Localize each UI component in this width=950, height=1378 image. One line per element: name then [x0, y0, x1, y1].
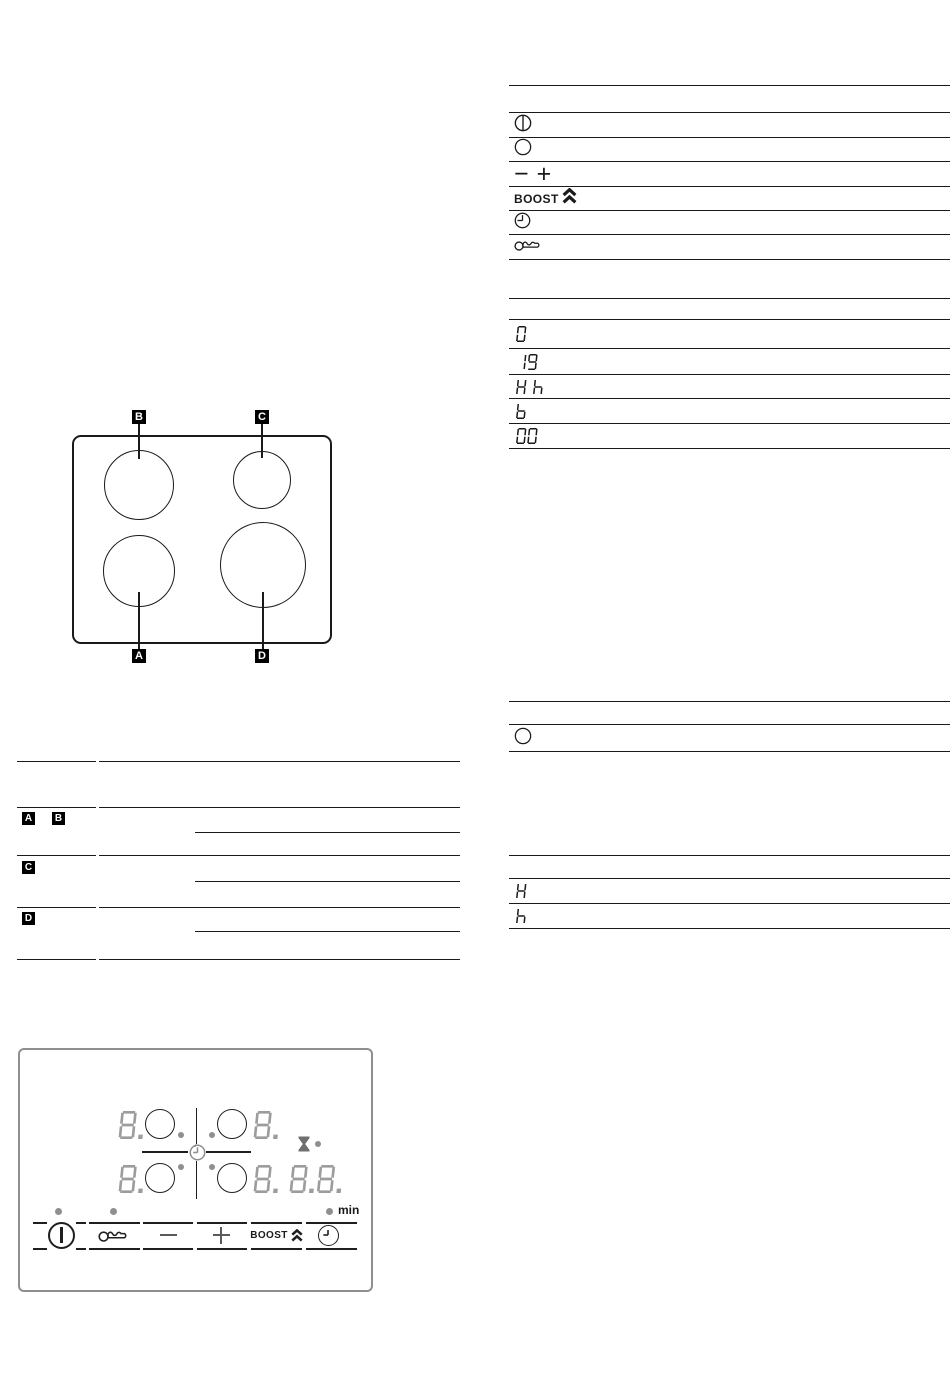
timer-button-clock-icon [321, 1228, 335, 1242]
table-rule [17, 761, 96, 762]
button-rule [306, 1248, 357, 1250]
table-rule [99, 761, 460, 762]
heat-display-table [509, 855, 950, 929]
min-indicator-dot [326, 1208, 333, 1215]
table-rule [17, 907, 96, 908]
display-divider-top [196, 1108, 198, 1144]
zone-label-c: C [255, 410, 269, 424]
zone-display-top-right [250, 1111, 286, 1139]
display-symbols-table [509, 298, 950, 449]
table-row-power [509, 112, 950, 137]
seg-display-00 [514, 428, 541, 444]
display-divider-left [142, 1151, 188, 1153]
seg-display-0 [514, 326, 530, 342]
table-rule [17, 959, 96, 960]
button-rule [251, 1248, 302, 1250]
boost-label: BOOST [514, 191, 559, 206]
select-dot-bottom-left [178, 1164, 184, 1170]
button-rule [33, 1248, 47, 1250]
select-dot-top-right [209, 1132, 215, 1138]
button-rule [251, 1222, 302, 1224]
seg-display-b [514, 403, 530, 419]
seg-display-h [514, 908, 530, 924]
boost-button-label: BOOST [250, 1230, 288, 1241]
button-rule [197, 1222, 247, 1224]
button-rule [306, 1222, 357, 1224]
zone-label-a: A [132, 649, 146, 663]
table-row-boost [509, 186, 950, 210]
table-row-H [509, 878, 950, 903]
button-rule [197, 1248, 247, 1250]
table-row-zone [509, 137, 950, 161]
zone-label-b: B [132, 410, 146, 424]
table-subrule [195, 832, 460, 833]
table-rule [17, 807, 96, 808]
table-row-timer [509, 210, 950, 234]
zone-indicator-top-left [145, 1109, 175, 1139]
table-row-header [509, 298, 950, 319]
timer-clock-icon [188, 1143, 207, 1162]
control-panel-diagram [18, 1048, 373, 1292]
minus-button [160, 1234, 177, 1236]
seg-display-19 [514, 354, 541, 370]
double-chevron-up-icon [291, 1229, 303, 1242]
seg-display-H [514, 883, 530, 899]
display-divider-bottom [196, 1161, 198, 1199]
button-rule [89, 1248, 140, 1250]
table-row-header [509, 85, 950, 112]
table-rule [99, 855, 460, 856]
button-rule [143, 1248, 193, 1250]
table-row-childlock [509, 234, 950, 259]
row-label-c: C [22, 861, 35, 874]
button-rule [143, 1222, 193, 1224]
zone-display-bottom-right [250, 1165, 286, 1193]
table-row-header [509, 701, 950, 724]
button-rule [76, 1222, 86, 1224]
minus-icon: − [514, 159, 529, 188]
table-row-header [509, 855, 950, 878]
zone-indicator-bottom-left [145, 1163, 175, 1193]
controls-symbols-table [509, 85, 950, 260]
table-rule [99, 907, 460, 908]
timer-display [286, 1165, 349, 1193]
table-row-settings [509, 161, 950, 186]
table-row-display-Hh [509, 374, 950, 398]
table-rule [17, 855, 96, 856]
table-row-h [509, 903, 950, 928]
connector-line-d [262, 592, 264, 649]
circle-icon [514, 727, 532, 750]
button-rule [89, 1222, 140, 1224]
row-label-a: A [22, 812, 35, 825]
button-rule [76, 1248, 86, 1250]
button-rule [33, 1222, 47, 1224]
connector-line-c [261, 424, 263, 458]
key-icon [98, 1228, 128, 1243]
hourglass-icon [298, 1136, 310, 1152]
power-icon [60, 1227, 63, 1243]
plus-icon: + [536, 159, 552, 188]
zone-circle-b [104, 450, 174, 520]
table-row-circle [509, 724, 950, 751]
residual-symbols-table [509, 701, 950, 752]
connector-line-b [138, 424, 140, 459]
timer-dot-top [315, 1141, 321, 1147]
table-row-display-00 [509, 423, 950, 448]
plus-button-vertical [220, 1227, 222, 1244]
row-label-d: D [22, 912, 35, 925]
seg-display-Hh [514, 379, 547, 395]
display-divider-right [206, 1151, 251, 1153]
min-label: min [338, 1203, 360, 1217]
table-subrule [195, 931, 460, 932]
select-dot-bottom-right [209, 1164, 215, 1170]
childlock-indicator-dot [110, 1208, 117, 1215]
zone-label-d: D [255, 649, 269, 663]
power-icon [514, 114, 532, 137]
table-subrule [195, 881, 460, 882]
double-chevron-up-icon [562, 188, 577, 209]
table-rule [99, 807, 460, 808]
table-row-display-0 [509, 319, 950, 348]
table-row-display-b [509, 398, 950, 423]
zone-indicator-top-right [217, 1109, 247, 1139]
power-indicator-dot [55, 1208, 62, 1215]
key-icon [514, 238, 541, 257]
table-rule [99, 959, 460, 960]
table-row-display-19 [509, 348, 950, 374]
connector-line-a [138, 592, 140, 649]
zone-circle-c [233, 451, 291, 509]
row-label-b: B [52, 812, 65, 825]
boost-button [251, 1229, 302, 1242]
select-dot-top-left [178, 1132, 184, 1138]
circle-icon [514, 138, 532, 161]
clock-icon [514, 212, 531, 234]
zone-indicator-bottom-right [217, 1163, 247, 1193]
